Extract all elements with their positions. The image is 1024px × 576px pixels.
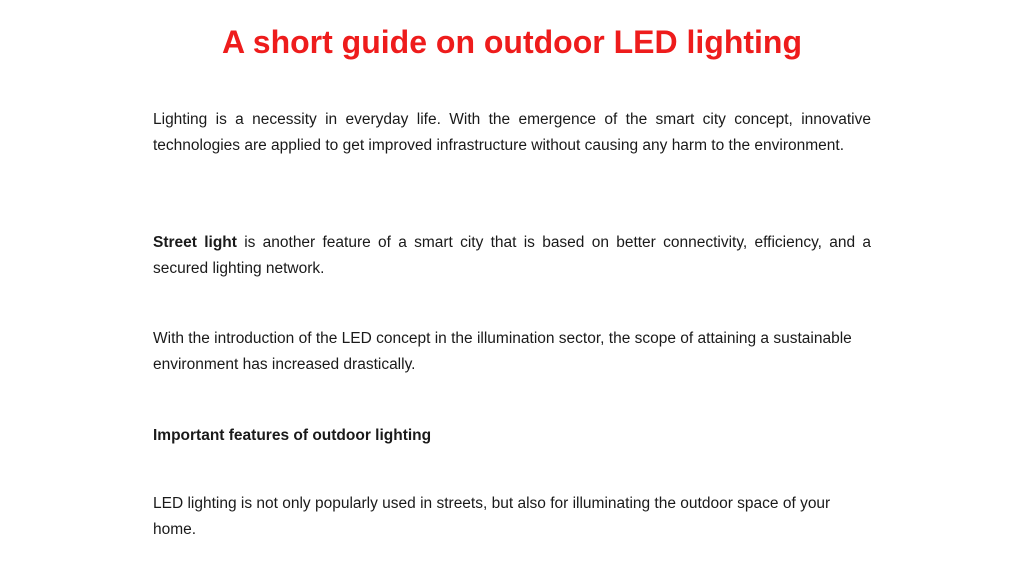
led-usage-paragraph: LED lighting is not only popularly used in streets, but also for illuminating the outdoor space of your home. [153, 495, 831, 538]
features-heading: Important features of outdoor lighting [153, 427, 432, 444]
slide-title: A short guide on outdoor LED lighting [221, 24, 803, 60]
led-concept-paragraph: With the introduction of the LED concept in the illumination sector, the scope of attaining a sustainable environment has increased drastically. [153, 330, 852, 373]
intro-paragraph: Lighting is a necessity in everyday life. With the emergence of the smart city concept, innovative technologies are applied to get improved infrastructure without causing any harm to the environment. [153, 111, 871, 154]
street-light-term: Street light [153, 234, 237, 251]
street-light-paragraph [153, 230, 871, 282]
street-light-text: is another feature of a smart city that is based on better connectivity, efficiency, and a secured lighting network. [153, 234, 872, 277]
